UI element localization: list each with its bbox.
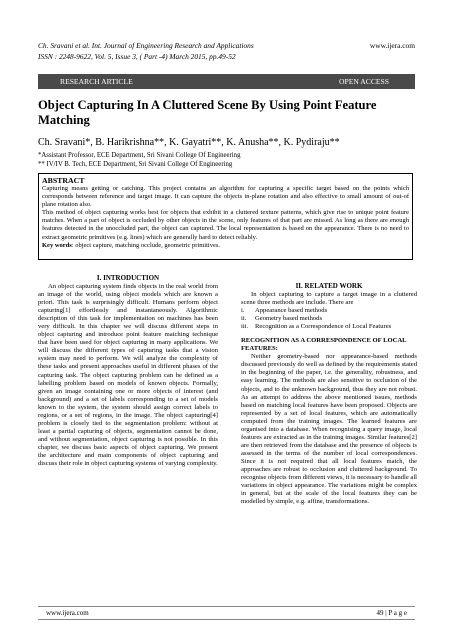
page-footer xyxy=(38,606,415,620)
right-column xyxy=(241,273,417,506)
affiliation-2: ** IV/IV B. Tech, ECE Department, Sri Sivani College Of Engineering xyxy=(38,161,233,168)
journal-header xyxy=(38,41,348,62)
introduction-body: An object capturing system finds objects in the real world from an image of the world, using object models which are known a priori. This task is surprisingly difficult. Humans perform object capturing[1] effortlessly and instantaneously. Algorithmic description of this task for implementation on machines has been very difficult. In this chapter we will discuss different steps in object capturing and introduce point feature matching technique that have been used for object capturing in many applications. We will discuss the different types of capturing tasks that a vision system may need to perform. We will analyze the complexity of these tasks and present approaches useful in different phases of the capturing task. The object capturing problem can be defined as a labelling problem based on models of known objects. Formally, given an image containing one or more objects of interest (and background) and a set of labels corresponding to a set of models known to the system, the system should assign correct labels to regions, or a set of regions, in the image. The object capturing[4] problem is closely tied to the segmentation problem: without at least a partial capturing of objects, segmentation cannot be done, and without segmentation, object capturing is not possible. In this chapter, we discuss basic aspects of object capturing. We present the architecture and main components of object capturing and discuss their role in object capturing systems of varying complexity. xyxy=(38,283,218,468)
list-item: ii. Geometry based methods xyxy=(241,315,323,323)
header-website-link[interactable]: www.ijera.com xyxy=(369,41,415,50)
author-list: Ch. Sravani*, B. Harikrishna**, K. Gayatri**, K. Anusha**, K. Pydiraju** xyxy=(38,137,340,148)
introduction-heading: I. INTRODUCTION xyxy=(96,274,160,282)
subsection-body: Neither geometry-based nor appearance-based methods discussed previously do well as defined by the requirements stated in the beginning of the paper, i.e. the generality, robustness, and easy learning. The methods are also sensitive to occlusion of the objects, and to the unknown background, thus they are not robust. As an attempt to address the above mentioned issues, methods based on matching local features have been proposed. Objects are represented by a set of local features, which are automatically computed from the training images. The learned features are organised into a database. When recognising a query image, local features are extracted as in the training images. Similar features[2] are then retrieved from the database and the presence of objects is assessed in the terms of the number of local correspondences. Since it is not required that all local features match, the approaches are robust to occlusion and cluttered background. To recognise objects from different views, it is necessary to handle all variations in object appearance. The variations might be complex in general, but at the scale of the local features they can be modelled by simple, e.g. affine, transformations. xyxy=(241,353,417,506)
keywords-label: Key words xyxy=(42,241,72,249)
subsection-heading: RECOGNITION AS A CORRESPONDENCE OF LOCAL FEATURES: xyxy=(241,337,407,353)
page-number: 49 | P a g e xyxy=(376,609,407,617)
paper-title: Object Capturing In A Cluttered Scene By Using Point Feature Matching xyxy=(38,98,377,127)
abstract-box xyxy=(38,173,413,260)
affiliations xyxy=(38,151,418,169)
open-access-label: OPEN ACCESS xyxy=(338,77,389,86)
keywords-line xyxy=(42,242,409,250)
abstract-heading: ABSTRACT xyxy=(42,176,85,185)
footer-website-link[interactable]: www.ijera.com xyxy=(46,609,89,617)
related-work-heading: II. RELATED WORK xyxy=(295,282,363,290)
list-item: iii. Recognition as a Correspondence of Local Features xyxy=(241,323,392,331)
related-work-intro: In object capturing to capture a target image in a cluttered scene three methods are include. There are xyxy=(241,291,417,307)
affiliation-1: *Assistant Professor, ECE Department, Sri Sivani College Of Engineering xyxy=(38,152,241,159)
abstract-paragraph-2: This method of object capturing works best for objects that exhibit in a cluttered texture patterns, which give rise to unique point feature matches. When a part of object is occluded by other objects in the scene, only features of that part are missed. As long as there are enough features detected in the unoccluded part, the object can captured. The local representation is based on the appearance. There is no need to extract geometric primitives (e.g. lines) which are generally hard to detect reliably. xyxy=(42,209,409,241)
article-banner xyxy=(38,74,415,89)
journal-citation: Ch. Sravani et al. Int. Journal of Engineering Research and Applications xyxy=(38,41,254,50)
list-item: i. Appearance based methods xyxy=(241,307,328,315)
methods-list xyxy=(241,307,417,331)
abstract-paragraph-1: Capturing means getting or catching. This project contains an algorithm for capturing a specific target based on the points which corresponds between reference and target image. It can capture the objects in-plane rotation and also effective to small amount of out-of plane rotation also. xyxy=(42,185,409,209)
left-column xyxy=(38,273,218,468)
research-article-label: RESEARCH ARTICLE xyxy=(60,77,133,86)
keywords-text: : object capture, matching occlude, geometric primitives. xyxy=(71,241,220,249)
issn-line: ISSN : 2248-9622, Vol. 5, Issue 3, ( Part -4) March 2015, pp.49-52 xyxy=(38,51,236,61)
